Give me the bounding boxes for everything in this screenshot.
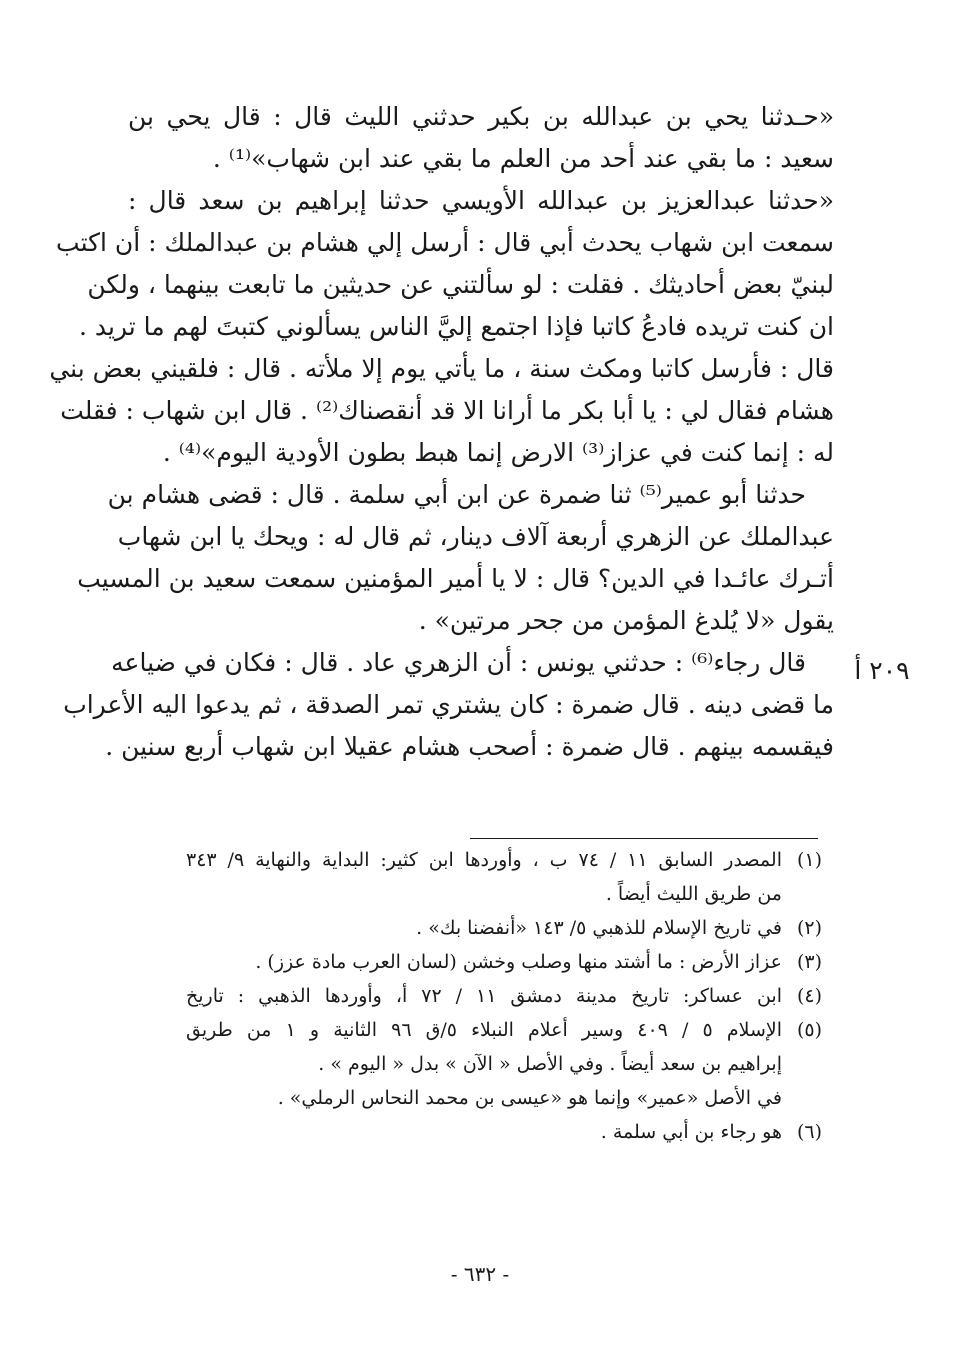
footnote	[186, 1013, 822, 1115]
footnote-line: إبراهيم بن سعد أيضاً . وفي الأصل « الآن » بدل « اليوم » .	[318, 1053, 782, 1075]
footnote	[186, 979, 822, 1013]
footnote	[186, 843, 822, 911]
text-line: سمعت ابن شهاب يحدث أبي قال : أرسل إلي هشام بن عبدالملك : أن اكتب	[56, 228, 834, 257]
margin-folio-reference: ٢٠٩ أ	[854, 656, 910, 685]
text-line: سعيد : ما بقي عند أحد من العلم ما بقي عند ابن شهاب»⁽¹⁾ .	[212, 144, 834, 173]
text-line: أتـرك عائـدا في الدين؟ قال : لا يا أمير المؤمنين سمعت سعيد بن المسيب	[77, 564, 834, 593]
main-text	[49, 96, 834, 768]
footnote-number: (٥)	[796, 1019, 822, 1041]
text-line: قال رجاء⁽⁶⁾ : حدثني يونس : أن الزهري عاد . قال : فكان في ضياعه	[111, 648, 806, 677]
footnote-number: (١)	[796, 849, 822, 871]
page-number: - ٦٣٢ -	[450, 1262, 510, 1286]
text-line: عبدالملك عن الزهري أربعة آلاف دينار، ثم قال له : ويحك يا ابن شهاب	[117, 522, 834, 551]
footnote-line: ابن عساكر: تاريخ مدينة دمشق ١١ / ٧٢ أ، وأوردها الذهبي : تاريخ	[186, 985, 782, 1007]
text-line: «حـدثنا يحي بن عبدالله بن بكير حدثني الليث قال : قال يحي بن	[128, 102, 834, 131]
footnote-number: (٤)	[796, 985, 822, 1007]
footnotes	[186, 843, 822, 1149]
text-line: ان كنت تريده فادعُ كاتبا فإذا اجتمع إليَّ الناس يسألوني كتبتَ لهم ما تريد .	[78, 312, 834, 341]
text-line: هشام فقال لي : يا أبا بكر ما أرانا الا قد أنقصناك⁽²⁾ . قال ابن شهاب : فقلت	[60, 396, 834, 425]
text-line: «حدثنا عبدالعزيز بن عبدالله الأويسي حدثنا إبراهيم بن سعد قال :	[128, 186, 834, 215]
footnote-line: في تاريخ الإسلام للذهبي ٥/ ١٤٣ «أنفضنا بك» .	[416, 917, 782, 939]
text-line: قال : فأرسل كاتبا ومكث سنة ، ما يأتي يوم إلا ملأته . قال : فلقيني بعض بني	[49, 354, 834, 383]
footnote-line: هو رجاء بن أبي سلمة .	[600, 1121, 782, 1143]
footnote-line: المصدر السابق ١١ / ٧٤ ب ، وأوردها ابن كثير: البداية والنهاية ٩/ ٣٤٣	[186, 849, 782, 871]
footnote	[186, 911, 822, 945]
text-line: لبنيّ بعض أحاديثك . فقلت : لو سألتني عن حديثين ما تابعت بينهما ، ولكن	[87, 270, 834, 299]
footnote-line: من طريق الليث أيضاً .	[605, 883, 782, 905]
text-line: ما قضى دينه . قال ضمرة : كان يشتري تمر الصدقة ، ثم يدعوا اليه الأعراب	[63, 690, 834, 719]
footnote-line: الإسلام ٥ / ٤٠٩ وسير أعلام النبلاء ٥/ق ٩٦ الثانية و ١ من طريق	[186, 1019, 782, 1041]
footnote-line: عزاز الأرض : ما أشتد منها وصلب وخشن (لسان العرب مادة عزز) .	[255, 951, 782, 973]
footnote	[186, 1115, 822, 1149]
text-line: فيقسمه بينهم . قال ضمرة : أصحب هشام عقيلا ابن شهاب أربع سنين .	[105, 732, 834, 761]
text-line: حدثنا أبو عمير⁽⁵⁾ ثنا ضمرة عن ابن أبي سلمة . قال : قضى هشام بن	[107, 480, 806, 509]
footnote-number: (٦)	[796, 1121, 822, 1143]
text-line: له : إنما كنت في عزاز⁽³⁾ الارض إنما هبط بطون الأودية اليوم»⁽⁴⁾ .	[162, 438, 834, 467]
footnote-number: (٣)	[796, 951, 822, 973]
footnote-separator	[470, 838, 818, 839]
footnote	[186, 945, 822, 979]
text-line: يقول «لا يُلدغ المؤمن من جحر مرتين» .	[418, 606, 834, 635]
footnote-line: في الأصل «عمير» وإنما هو «عيسى بن محمد النحاس الرملي» .	[277, 1087, 782, 1109]
footnote-number: (٢)	[796, 917, 822, 939]
